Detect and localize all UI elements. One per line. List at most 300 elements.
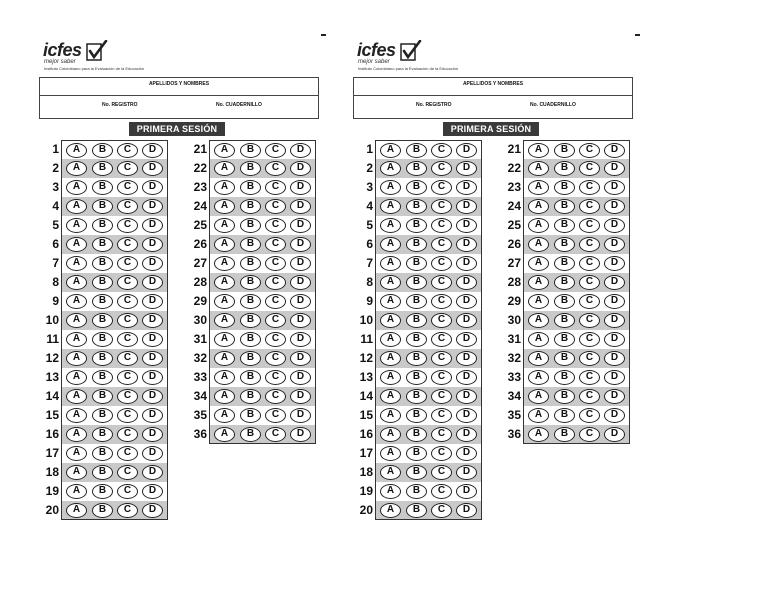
answer-bubble-c[interactable]: C	[431, 370, 452, 385]
answer-bubble-a[interactable]: A	[66, 313, 87, 328]
answer-bubble-c[interactable]: C	[117, 143, 138, 158]
answer-bubble-c[interactable]: C	[117, 199, 138, 214]
answer-bubble-c[interactable]: C	[265, 351, 286, 366]
answer-bubble-c[interactable]: C	[579, 218, 600, 233]
answer-bubble-b[interactable]: B	[406, 484, 427, 499]
answer-bubble-d[interactable]: D	[456, 408, 477, 423]
answer-bubble-d[interactable]: D	[604, 294, 625, 309]
answer-bubble-d[interactable]: D	[142, 389, 163, 404]
answer-bubble-c[interactable]: C	[579, 408, 600, 423]
answer-bubble-b[interactable]: B	[240, 313, 261, 328]
answer-bubble-c[interactable]: C	[579, 143, 600, 158]
answer-bubble-d[interactable]: D	[604, 180, 625, 195]
answer-bubble-c[interactable]: C	[579, 199, 600, 214]
answer-bubble-a[interactable]: A	[214, 199, 235, 214]
answer-bubble-a[interactable]: A	[380, 199, 401, 214]
answer-bubble-a[interactable]: A	[214, 370, 235, 385]
answer-bubble-c[interactable]: C	[265, 294, 286, 309]
answer-bubble-d[interactable]: D	[290, 313, 311, 328]
answer-bubble-c[interactable]: C	[431, 351, 452, 366]
answer-bubble-b[interactable]: B	[406, 275, 427, 290]
answer-bubble-a[interactable]: A	[380, 408, 401, 423]
answer-bubble-a[interactable]: A	[66, 294, 87, 309]
answer-bubble-d[interactable]: D	[604, 256, 625, 271]
answer-bubble-a[interactable]: A	[380, 143, 401, 158]
answer-bubble-c[interactable]: C	[431, 503, 452, 518]
answer-bubble-d[interactable]: D	[604, 332, 625, 347]
answer-bubble-c[interactable]: C	[117, 484, 138, 499]
answer-bubble-b[interactable]: B	[554, 237, 575, 252]
answer-bubble-a[interactable]: A	[380, 332, 401, 347]
answer-bubble-d[interactable]: D	[456, 332, 477, 347]
answer-bubble-a[interactable]: A	[380, 446, 401, 461]
answer-bubble-d[interactable]: D	[290, 143, 311, 158]
answer-bubble-a[interactable]: A	[380, 465, 401, 480]
answer-bubble-c[interactable]: C	[265, 143, 286, 158]
answer-bubble-b[interactable]: B	[240, 237, 261, 252]
answer-bubble-b[interactable]: B	[92, 484, 113, 499]
answer-bubble-b[interactable]: B	[406, 180, 427, 195]
answer-bubble-c[interactable]: C	[117, 218, 138, 233]
answer-bubble-a[interactable]: A	[528, 408, 549, 423]
answer-bubble-b[interactable]: B	[92, 446, 113, 461]
answer-bubble-b[interactable]: B	[240, 389, 261, 404]
answer-bubble-c[interactable]: C	[265, 180, 286, 195]
answer-bubble-b[interactable]: B	[240, 218, 261, 233]
answer-bubble-b[interactable]: B	[554, 199, 575, 214]
answer-bubble-b[interactable]: B	[92, 199, 113, 214]
answer-bubble-b[interactable]: B	[406, 351, 427, 366]
answer-bubble-c[interactable]: C	[579, 275, 600, 290]
answer-bubble-d[interactable]: D	[456, 218, 477, 233]
answer-bubble-c[interactable]: C	[265, 408, 286, 423]
answer-bubble-a[interactable]: A	[380, 389, 401, 404]
answer-bubble-b[interactable]: B	[554, 313, 575, 328]
answer-bubble-a[interactable]: A	[66, 370, 87, 385]
answer-bubble-d[interactable]: D	[290, 408, 311, 423]
answer-bubble-d[interactable]: D	[604, 313, 625, 328]
answer-bubble-c[interactable]: C	[431, 389, 452, 404]
answer-bubble-d[interactable]: D	[604, 199, 625, 214]
answer-bubble-c[interactable]: C	[265, 313, 286, 328]
answer-bubble-d[interactable]: D	[456, 427, 477, 442]
answer-bubble-d[interactable]: D	[142, 484, 163, 499]
answer-band	[209, 254, 316, 273]
answer-bubble-b[interactable]: B	[554, 218, 575, 233]
answer-bubble-c[interactable]: C	[117, 427, 138, 442]
answer-bubble-c[interactable]: C	[431, 484, 452, 499]
answer-bubble-a[interactable]: A	[528, 332, 549, 347]
answer-bubble-d[interactable]: D	[290, 427, 311, 442]
answer-bubble-a[interactable]: A	[380, 275, 401, 290]
question-number: 3	[52, 180, 59, 194]
answer-bubble-d[interactable]: D	[456, 484, 477, 499]
answer-bubble-d[interactable]: D	[142, 351, 163, 366]
answer-bubble-d[interactable]: D	[142, 465, 163, 480]
answer-bubble-d[interactable]: D	[290, 180, 311, 195]
answer-bubble-c[interactable]: C	[117, 370, 138, 385]
answer-bubble-b[interactable]: B	[92, 389, 113, 404]
answer-bubble-c[interactable]: C	[117, 503, 138, 518]
answer-bubble-b[interactable]: B	[554, 180, 575, 195]
answer-bubble-a[interactable]: A	[66, 218, 87, 233]
answer-bubble-c[interactable]: C	[579, 161, 600, 176]
answer-bubble-a[interactable]: A	[380, 294, 401, 309]
answer-bubble-a[interactable]: A	[528, 218, 549, 233]
answer-bubble-c[interactable]: C	[117, 408, 138, 423]
answer-bubble-d[interactable]: D	[456, 370, 477, 385]
answer-bubble-c[interactable]: C	[117, 275, 138, 290]
question-number: 19	[45, 484, 59, 498]
answer-bubble-a[interactable]: A	[528, 427, 549, 442]
answer-bubble-d[interactable]: D	[456, 275, 477, 290]
answer-bubble-b[interactable]: B	[240, 332, 261, 347]
answer-bubble-d[interactable]: D	[290, 351, 311, 366]
answer-bubble-b[interactable]: B	[92, 275, 113, 290]
answer-bubble-d[interactable]: D	[604, 237, 625, 252]
answer-bubble-d[interactable]: D	[142, 332, 163, 347]
answer-band	[523, 406, 630, 425]
answer-bubble-b[interactable]: B	[554, 351, 575, 366]
answer-bubble-b[interactable]: B	[240, 256, 261, 271]
answer-bubble-c[interactable]: C	[431, 408, 452, 423]
answer-bubble-d[interactable]: D	[456, 503, 477, 518]
answer-bubble-d[interactable]: D	[142, 161, 163, 176]
answer-bubble-c[interactable]: C	[431, 446, 452, 461]
answer-bubble-d[interactable]: D	[142, 237, 163, 252]
answer-bubble-a[interactable]: A	[528, 199, 549, 214]
answer-bubble-a[interactable]: A	[380, 256, 401, 271]
answer-bubble-d[interactable]: D	[142, 256, 163, 271]
answer-bubble-b[interactable]: B	[406, 389, 427, 404]
answer-bubble-d[interactable]: D	[290, 294, 311, 309]
answer-bubble-d[interactable]: D	[142, 294, 163, 309]
answer-bubble-d[interactable]: D	[290, 218, 311, 233]
answer-bubble-d[interactable]: D	[604, 161, 625, 176]
answer-bubble-c[interactable]: C	[265, 218, 286, 233]
apellidos-field[interactable]	[354, 78, 632, 96]
answer-bubble-c[interactable]: C	[265, 332, 286, 347]
answer-bubble-b[interactable]: B	[406, 313, 427, 328]
answer-bubble-c[interactable]: C	[265, 370, 286, 385]
answer-bubble-c[interactable]: C	[117, 180, 138, 195]
answer-bubble-b[interactable]: B	[92, 143, 113, 158]
answer-bubble-a[interactable]: A	[380, 313, 401, 328]
answer-bubble-c[interactable]: C	[579, 351, 600, 366]
answer-bubble-c[interactable]: C	[117, 351, 138, 366]
answer-bubble-a[interactable]: A	[66, 408, 87, 423]
answer-bubble-c[interactable]: C	[117, 161, 138, 176]
answer-bubble-c[interactable]: C	[579, 237, 600, 252]
answer-bubble-d[interactable]: D	[290, 389, 311, 404]
answer-bubble-b[interactable]: B	[92, 351, 113, 366]
answer-bubble-a[interactable]: A	[528, 370, 549, 385]
answer-bubble-b[interactable]: B	[240, 161, 261, 176]
answer-bubble-d[interactable]: D	[290, 256, 311, 271]
answer-bubble-d[interactable]: D	[142, 275, 163, 290]
answer-bubble-b[interactable]: B	[406, 294, 427, 309]
answer-bubble-a[interactable]: A	[66, 484, 87, 499]
answer-bubble-d[interactable]: D	[456, 465, 477, 480]
answer-bubble-b[interactable]: B	[92, 218, 113, 233]
answer-bubble-c[interactable]: C	[431, 313, 452, 328]
answer-bubble-a[interactable]: A	[380, 237, 401, 252]
answer-bubble-b[interactable]: B	[554, 332, 575, 347]
answer-bubble-d[interactable]: D	[142, 503, 163, 518]
answer-bubble-a[interactable]: A	[380, 180, 401, 195]
answer-bubble-b[interactable]: B	[240, 351, 261, 366]
answer-band	[61, 387, 168, 406]
answer-bubble-d[interactable]: D	[456, 161, 477, 176]
answer-bubble-b[interactable]: B	[92, 294, 113, 309]
question-number: 15	[359, 408, 373, 422]
answer-bubble-a[interactable]: A	[214, 332, 235, 347]
answer-bubble-c[interactable]: C	[117, 256, 138, 271]
answer-bubble-d[interactable]: D	[142, 370, 163, 385]
answer-bubble-b[interactable]: B	[240, 427, 261, 442]
answer-bubble-b[interactable]: B	[92, 256, 113, 271]
answer-bubble-c[interactable]: C	[117, 465, 138, 480]
answer-bubble-d[interactable]: D	[456, 199, 477, 214]
answer-bubble-a[interactable]: A	[380, 218, 401, 233]
answer-bubble-b[interactable]: B	[92, 313, 113, 328]
answer-bubble-c[interactable]: C	[117, 446, 138, 461]
answer-bubble-c[interactable]: C	[431, 218, 452, 233]
answer-bubble-b[interactable]: B	[406, 446, 427, 461]
answer-bubble-d[interactable]: D	[142, 408, 163, 423]
answer-bubble-a[interactable]: A	[66, 427, 87, 442]
answer-bubble-b[interactable]: B	[240, 370, 261, 385]
answer-bubble-b[interactable]: B	[406, 218, 427, 233]
answer-bubble-b[interactable]: B	[240, 294, 261, 309]
answer-bubble-b[interactable]: B	[554, 427, 575, 442]
answer-bubble-c[interactable]: C	[265, 256, 286, 271]
answer-bubble-d[interactable]: D	[604, 427, 625, 442]
answer-bubble-d[interactable]: D	[456, 237, 477, 252]
answer-bubble-d[interactable]: D	[290, 199, 311, 214]
answer-bubble-a[interactable]: A	[214, 389, 235, 404]
answer-bubble-a[interactable]: A	[66, 446, 87, 461]
question-number: 36	[193, 427, 207, 441]
answer-bubble-a[interactable]: A	[380, 503, 401, 518]
answer-bubble-a[interactable]: A	[66, 351, 87, 366]
answer-bubble-b[interactable]: B	[240, 199, 261, 214]
answer-bubble-b[interactable]: B	[240, 143, 261, 158]
answer-bubble-c[interactable]: C	[431, 294, 452, 309]
answer-bubble-d[interactable]: D	[290, 332, 311, 347]
answer-bubble-d[interactable]: D	[604, 143, 625, 158]
answer-bubble-a[interactable]: A	[528, 275, 549, 290]
answer-bubble-b[interactable]: B	[92, 408, 113, 423]
answer-bubble-b[interactable]: B	[406, 237, 427, 252]
apellidos-field[interactable]	[40, 78, 318, 96]
answer-bubble-c[interactable]: C	[431, 332, 452, 347]
answer-bubble-a[interactable]: A	[214, 256, 235, 271]
answer-bubble-b[interactable]: B	[92, 503, 113, 518]
answer-bubble-c[interactable]: C	[579, 332, 600, 347]
answer-bubble-d[interactable]: D	[604, 408, 625, 423]
answer-bubble-b[interactable]: B	[406, 143, 427, 158]
answer-bubble-b[interactable]: B	[406, 370, 427, 385]
answer-bubble-d[interactable]: D	[142, 427, 163, 442]
answer-bubble-d[interactable]: D	[456, 143, 477, 158]
answer-bubble-b[interactable]: B	[406, 161, 427, 176]
answer-bubble-c[interactable]: C	[579, 256, 600, 271]
answer-bubble-c[interactable]: C	[431, 256, 452, 271]
answer-bubble-a[interactable]: A	[380, 351, 401, 366]
answer-bubble-a[interactable]: A	[214, 275, 235, 290]
answer-bubble-c[interactable]: C	[265, 237, 286, 252]
answer-bubble-d[interactable]: D	[142, 313, 163, 328]
answer-bubble-b[interactable]: B	[406, 503, 427, 518]
answer-bubble-b[interactable]: B	[92, 427, 113, 442]
answer-bubble-d[interactable]: D	[456, 313, 477, 328]
answer-bubble-a[interactable]: A	[66, 180, 87, 195]
answer-bubble-d[interactable]: D	[456, 389, 477, 404]
answer-bubble-b[interactable]: B	[406, 408, 427, 423]
answer-bubble-c[interactable]: C	[579, 180, 600, 195]
answer-bubble-c[interactable]: C	[117, 332, 138, 347]
answer-bubble-b[interactable]: B	[92, 332, 113, 347]
answer-bubble-c[interactable]: C	[431, 237, 452, 252]
answer-bubble-a[interactable]: A	[528, 143, 549, 158]
answer-bubble-a[interactable]: A	[214, 218, 235, 233]
answer-bubble-a[interactable]: A	[528, 351, 549, 366]
answer-bubble-b[interactable]: B	[554, 294, 575, 309]
answer-bubble-d[interactable]: D	[456, 294, 477, 309]
answer-bubble-d[interactable]: D	[604, 218, 625, 233]
answer-bubble-a[interactable]: A	[214, 294, 235, 309]
answer-bubble-c[interactable]: C	[265, 389, 286, 404]
answer-bubble-a[interactable]: A	[66, 256, 87, 271]
answer-bubble-a[interactable]: A	[380, 161, 401, 176]
answer-bubble-d[interactable]: D	[290, 237, 311, 252]
answer-bubble-a[interactable]: A	[214, 313, 235, 328]
answer-bubble-c[interactable]: C	[117, 313, 138, 328]
answer-bubble-a[interactable]: A	[528, 180, 549, 195]
answer-bubble-c[interactable]: C	[431, 427, 452, 442]
answer-bubble-a[interactable]: A	[528, 237, 549, 252]
answer-bubble-a[interactable]: A	[528, 389, 549, 404]
answer-bubble-d[interactable]: D	[142, 143, 163, 158]
answer-bubble-b[interactable]: B	[240, 275, 261, 290]
answer-bubble-c[interactable]: C	[431, 465, 452, 480]
answer-bubble-d[interactable]: D	[290, 161, 311, 176]
answer-bubble-b[interactable]: B	[92, 370, 113, 385]
answer-bubble-d[interactable]: D	[604, 370, 625, 385]
answer-bubble-c[interactable]: C	[431, 275, 452, 290]
answer-bubble-a[interactable]: A	[66, 332, 87, 347]
answer-bubble-c[interactable]: C	[265, 199, 286, 214]
answer-bubble-d[interactable]: D	[142, 180, 163, 195]
answer-bubble-c[interactable]: C	[117, 294, 138, 309]
answer-bubble-d[interactable]: D	[604, 351, 625, 366]
answer-bubble-c[interactable]: C	[431, 199, 452, 214]
answer-bubble-b[interactable]: B	[92, 180, 113, 195]
answer-bubble-c[interactable]: C	[579, 389, 600, 404]
answer-bubble-c[interactable]: C	[579, 313, 600, 328]
answer-bubble-c[interactable]: C	[265, 427, 286, 442]
answer-bubble-b[interactable]: B	[554, 256, 575, 271]
answer-bubble-b[interactable]: B	[406, 465, 427, 480]
answer-band	[523, 216, 630, 235]
answer-bubble-b[interactable]: B	[554, 370, 575, 385]
answer-bubble-b[interactable]: B	[92, 237, 113, 252]
answer-bubble-c[interactable]: C	[117, 389, 138, 404]
answer-bubble-a[interactable]: A	[380, 484, 401, 499]
answer-band	[209, 330, 316, 349]
answer-bubble-b[interactable]: B	[240, 408, 261, 423]
answer-bubble-a[interactable]: A	[66, 465, 87, 480]
answer-bubble-d[interactable]: D	[604, 275, 625, 290]
answer-bubble-d[interactable]: D	[456, 351, 477, 366]
answer-bubble-c[interactable]: C	[579, 370, 600, 385]
answer-bubble-b[interactable]: B	[406, 199, 427, 214]
answer-band	[375, 368, 482, 387]
answer-bubble-a[interactable]: A	[66, 237, 87, 252]
answer-bubble-a[interactable]: A	[66, 161, 87, 176]
answer-bubble-d[interactable]: D	[456, 180, 477, 195]
answer-bubble-d[interactable]: D	[456, 256, 477, 271]
answer-bubble-a[interactable]: A	[66, 503, 87, 518]
answer-bubble-a[interactable]: A	[214, 351, 235, 366]
answer-bubble-a[interactable]: A	[214, 161, 235, 176]
answer-bubble-b[interactable]: B	[554, 161, 575, 176]
answer-bubble-d[interactable]: D	[290, 370, 311, 385]
answer-bubble-c[interactable]: C	[117, 237, 138, 252]
answer-bubble-b[interactable]: B	[554, 143, 575, 158]
answer-bubble-c[interactable]: C	[265, 161, 286, 176]
answer-bubble-a[interactable]: A	[528, 294, 549, 309]
answer-bubble-c[interactable]: C	[431, 180, 452, 195]
answer-bubble-a[interactable]: A	[66, 389, 87, 404]
answer-bubble-b[interactable]: B	[406, 427, 427, 442]
answer-bubble-c[interactable]: C	[579, 294, 600, 309]
answer-bubble-a[interactable]: A	[66, 199, 87, 214]
answer-bubble-b[interactable]: B	[406, 256, 427, 271]
answer-bubble-c[interactable]: C	[431, 143, 452, 158]
answer-bubble-b[interactable]: B	[92, 465, 113, 480]
answer-bubble-a[interactable]: A	[528, 256, 549, 271]
answer-bubble-a[interactable]: A	[214, 237, 235, 252]
answer-bubble-a[interactable]: A	[380, 427, 401, 442]
answer-bubble-d[interactable]: D	[142, 218, 163, 233]
answer-bubble-a[interactable]: A	[214, 143, 235, 158]
answer-bubble-b[interactable]: B	[406, 332, 427, 347]
answer-bubble-d[interactable]: D	[142, 446, 163, 461]
answer-bubble-d[interactable]: D	[290, 275, 311, 290]
answer-bubble-a[interactable]: A	[528, 313, 549, 328]
answer-bubble-d[interactable]: D	[142, 199, 163, 214]
answer-bubble-b[interactable]: B	[554, 275, 575, 290]
answer-bubble-b[interactable]: B	[554, 408, 575, 423]
answer-bubble-b[interactable]: B	[92, 161, 113, 176]
answer-bubble-c[interactable]: C	[579, 427, 600, 442]
answer-bubble-b[interactable]: B	[554, 389, 575, 404]
answer-bubble-a[interactable]: A	[66, 275, 87, 290]
answer-bubble-c[interactable]: C	[265, 275, 286, 290]
answer-bubble-a[interactable]: A	[214, 180, 235, 195]
answer-bubble-a[interactable]: A	[214, 408, 235, 423]
answer-bubble-a[interactable]: A	[214, 427, 235, 442]
answer-bubble-a[interactable]: A	[528, 161, 549, 176]
answer-bubble-d[interactable]: D	[604, 389, 625, 404]
answer-bubble-b[interactable]: B	[240, 180, 261, 195]
answer-bubble-c[interactable]: C	[431, 161, 452, 176]
answer-bubble-a[interactable]: A	[66, 143, 87, 158]
answer-bubble-a[interactable]: A	[380, 370, 401, 385]
answer-bubble-d[interactable]: D	[456, 446, 477, 461]
